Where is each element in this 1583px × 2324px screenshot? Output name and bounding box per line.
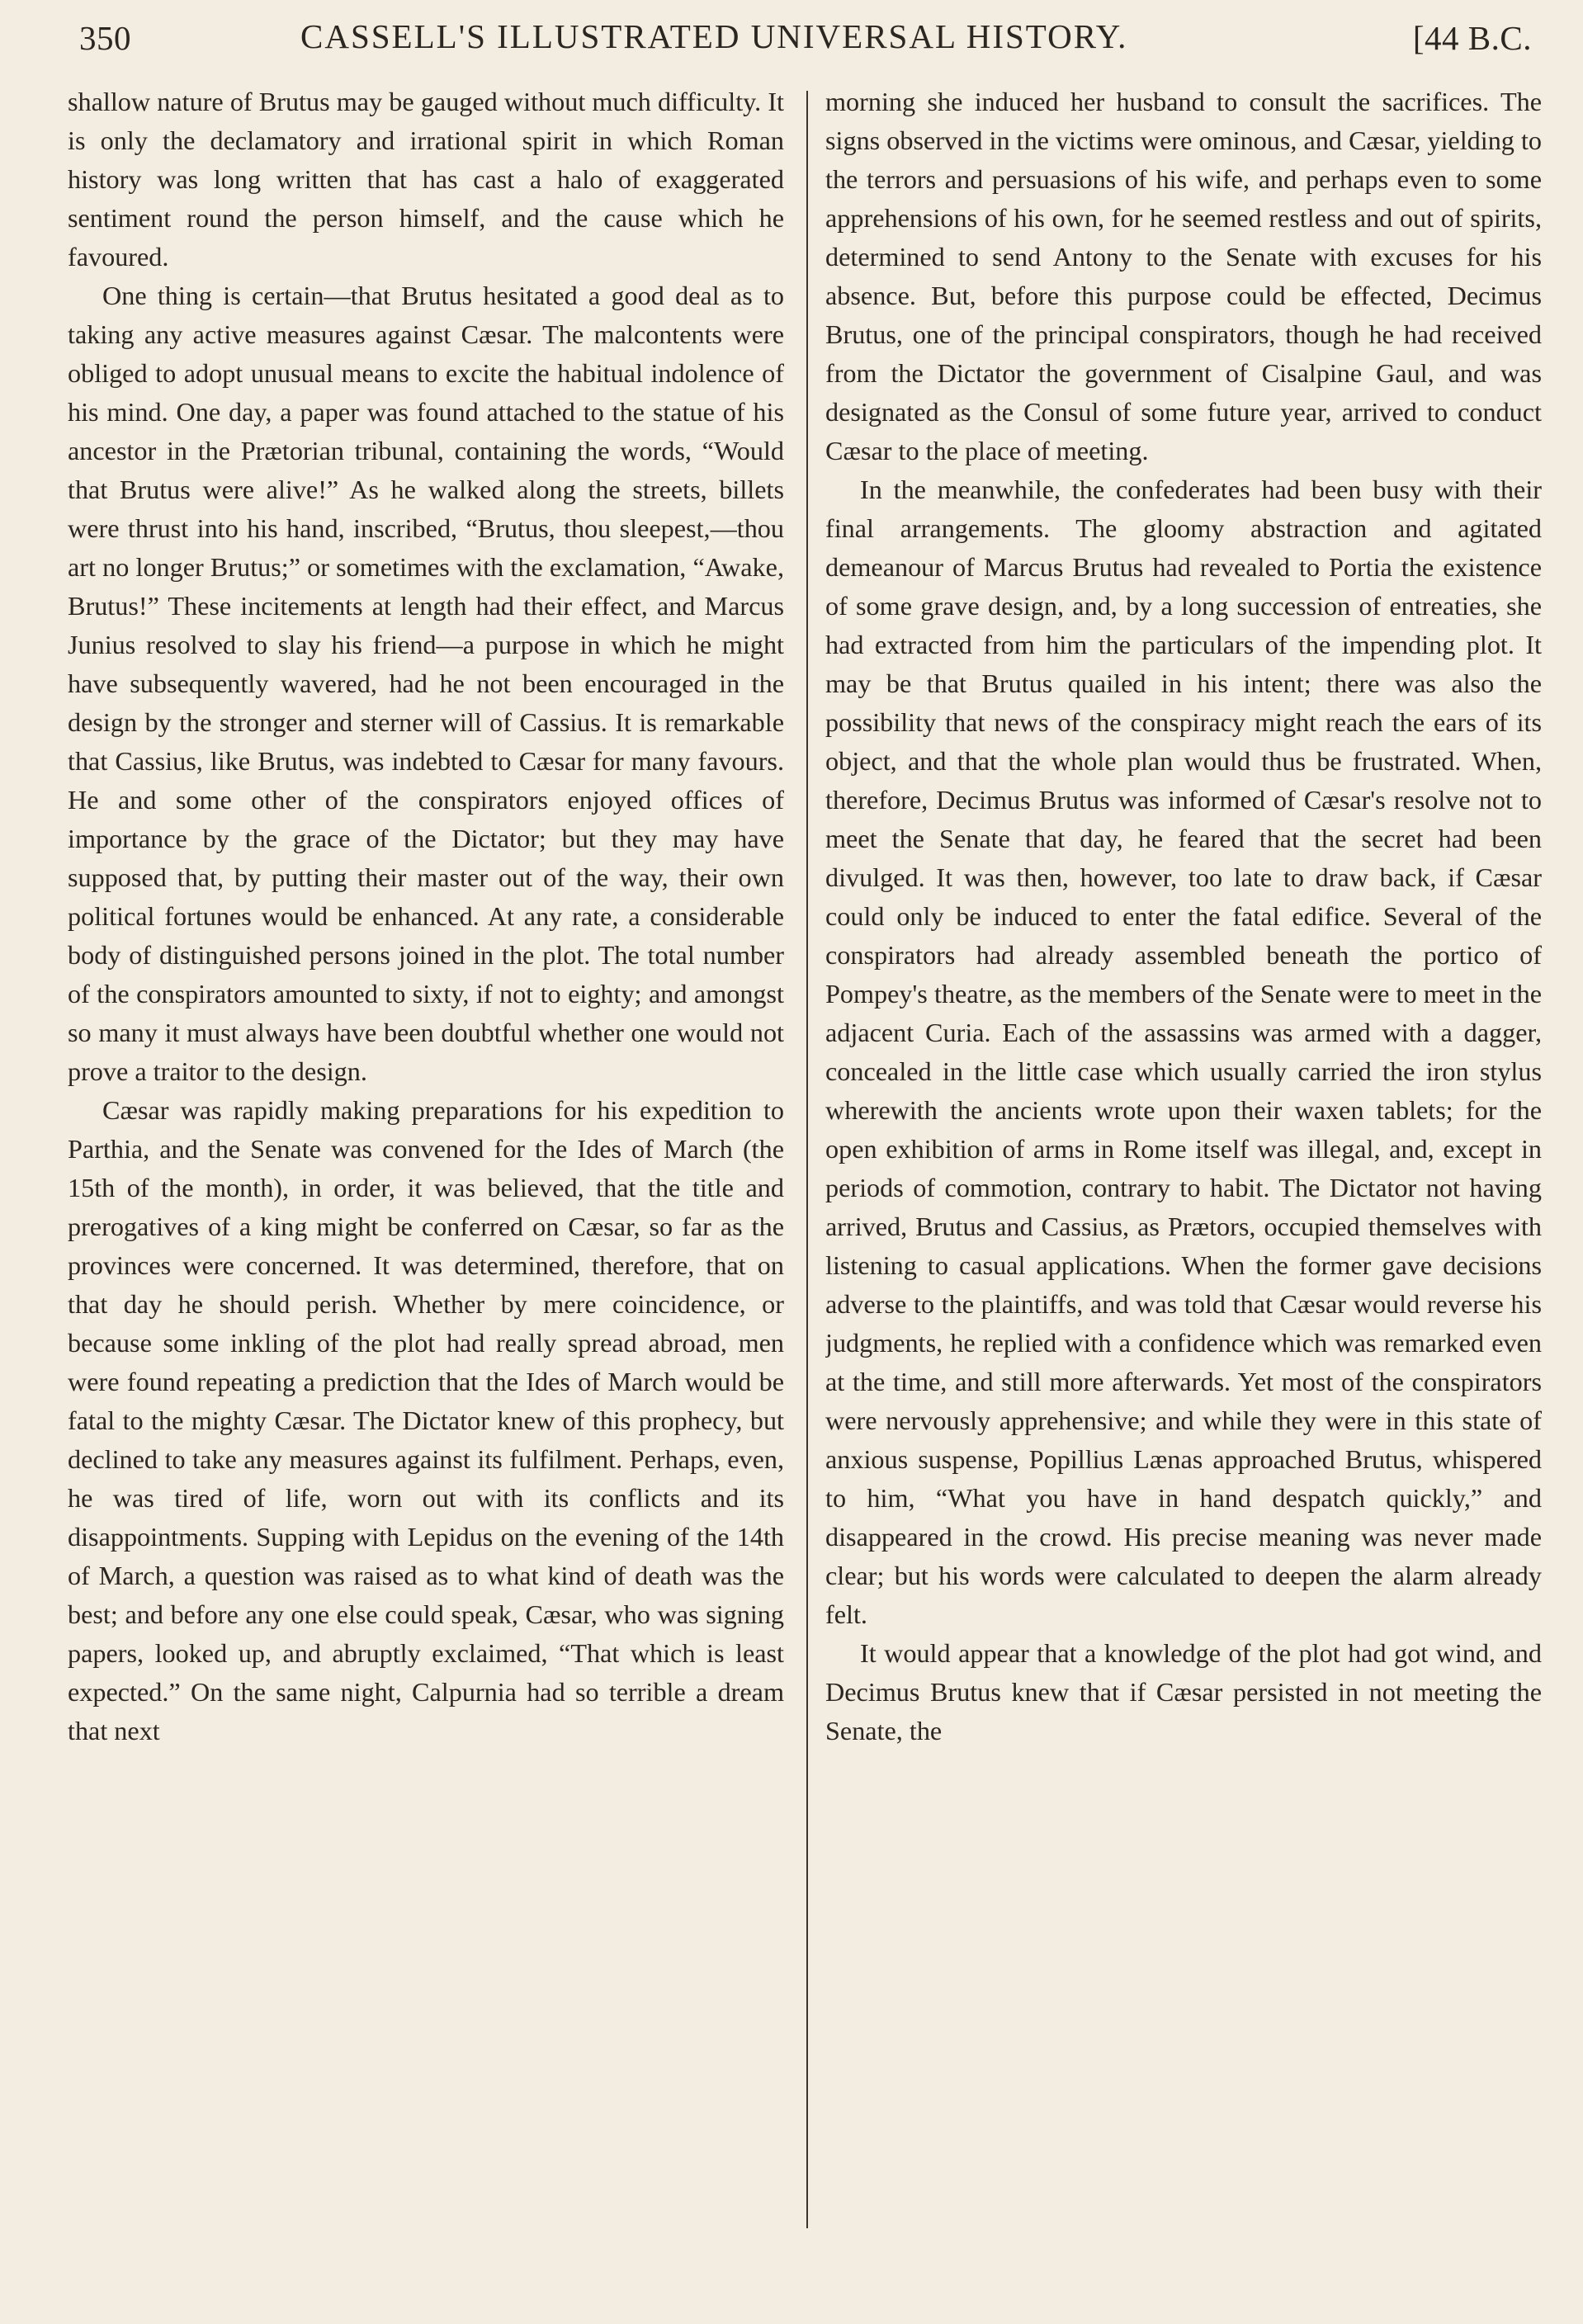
- text-columns: [68, 83, 1542, 2245]
- paragraph: morning she induced her husband to consult the sacrifices. The signs observed in the victims were ominous, and Cæsar, yielding to the terrors and persuasions of his wife, and perhaps even to some apprehensions of his own, for he seemed restless and out of spirits, determined to send Antony to the Senate with excuses for his absence. But, before this purpose could be effected, Decimus Brutus, one of the principal conspirators, though he had received from the Dictator the government of Cisalpine Gaul, and was designated as the Consul of some future year, arrived to conduct Cæsar to the place of meeting.: [825, 87, 1542, 465]
- paragraph: One thing is certain—that Brutus hesitated a good deal as to taking any active measures against Cæsar. The malcontents were obliged to adopt unusual means to excite the habitual indolence of his mind. One day, a paper was found attached to the statue of his ancestor in the Prætorian tribunal, containing the words, “Would that Brutus were alive!” As he walked along the streets, billets were thrust into his hand, inscribed, “Brutus, thou sleepest,—thou art no longer Brutus;” or sometimes with the exclamation, “Awake, Brutus!” These incitements at length had their effect, and Marcus Junius resolved to slay his friend—a purpose in which he might have subsequently wavered, had he not been encouraged in the design by the stronger and sterner will of Cassius. It is remarkable that Cassius, like Brutus, was indebted to Cæsar for many favours. He and some other of the conspirators enjoyed offices of importance by the grace of the Dictator; but they may have supposed that, by putting their master out of the way, their own political fortunes would be enhanced. At any rate, a considerable body of distinguished persons joined in the plot. The total number of the conspirators amounted to sixty, if not to eighty; and amongst so many it must always have been doubtful whether one would not prove a traitor to the design.: [68, 281, 784, 1086]
- paragraph: shallow nature of Brutus may be gauged without much difficulty. It is only the declamatory and irrational spirit in which Roman history was long written that has cast a halo of exaggerated sentiment round the person himself, and the cause which he favoured.: [68, 87, 784, 272]
- left-column: [68, 83, 784, 2245]
- paragraph: It would appear that a knowledge of the plot had got wind, and Decimus Brutus knew that if Cæsar persisted in not meeting the Senate, the: [825, 1638, 1542, 1745]
- running-title: CASSELL'S ILLUSTRATED UNIVERSAL HISTORY.: [300, 17, 1128, 55]
- date-marker: [44 B.C.: [1412, 19, 1532, 57]
- paragraph: Cæsar was rapidly making preparations for his expedition to Parthia, and the Senate was convened for the Ides of March (the 15th of the month), in order, it was believed, that the title and prerogatives of a king might be conferred on Cæsar, so far as the provinces were concerned. It was determined, therefore, that on that day he should perish. Whether by mere coincidence, or because some inkling of the plot had really spread abroad, men were found repeating a prediction that the Ides of March would be fatal to the mighty Cæsar. The Dictator knew of this prophecy, but declined to take any measures against its fulfilment. Perhaps, even, he was tired of life, worn out with its conflicts and its disappointments. Supping with Lepidus on the evening of the 14th of March, a question was raised as to what kind of death was the best; and before any one else could speak, Cæsar, who was signing papers, looked up, and abruptly exclaimed, “That which is least expected.” On the same night, Calpurnia had so terrible a dream that next: [68, 1095, 784, 1745]
- column-divider: [806, 91, 808, 2228]
- right-column: [825, 83, 1542, 2245]
- page-header: [79, 10, 1532, 63]
- paragraph: In the meanwhile, the confederates had been busy with their final arrangements. The gloomy abstraction and agitated demeanour of Marcus Brutus had revealed to Portia the existence of some grave design, and, by a long succession of entreaties, she had extracted from him the particulars of the impending plot. It may be that Brutus quailed in his intent; there was also the possibility that news of the conspiracy might reach the ears of its object, and that the whole plan would thus be frustrated. When, therefore, Decimus Brutus was informed of Cæsar's resolve not to meet the Senate that day, he feared that the secret had been divulged. It was then, however, too late to draw back, if Cæsar could only be induced to enter the fatal edifice. Several of the conspirators had already assembled beneath the portico of Pompey's theatre, as the members of the Senate were to meet in the adjacent Curia. Each of the assassins was armed with a dagger, concealed in the little case which usually carried the iron stylus wherewith the ancients wrote upon their waxen tablets; for the open exhibition of arms in Rome itself was illegal, and, except in periods of commotion, contrary to habit. The Dictator not having arrived, Brutus and Cassius, as Prætors, occupied themselves with listening to casual applications. When the former gave decisions adverse to the plaintiffs, and was told that Cæsar would reverse his judgments, he replied with a confidence which was remarked even at the time, and still more afterwards. Yet most of the conspirators were nervously apprehensive; and while they were in this state of anxious suspense, Popillius Lænas approached Brutus, whispered to him, “What you have in hand despatch quickly,” and disappeared in the crowd. His precise meaning was never made clear; but his words were calculated to deepen the alarm already felt.: [825, 475, 1542, 1629]
- page-number: 350: [79, 19, 131, 57]
